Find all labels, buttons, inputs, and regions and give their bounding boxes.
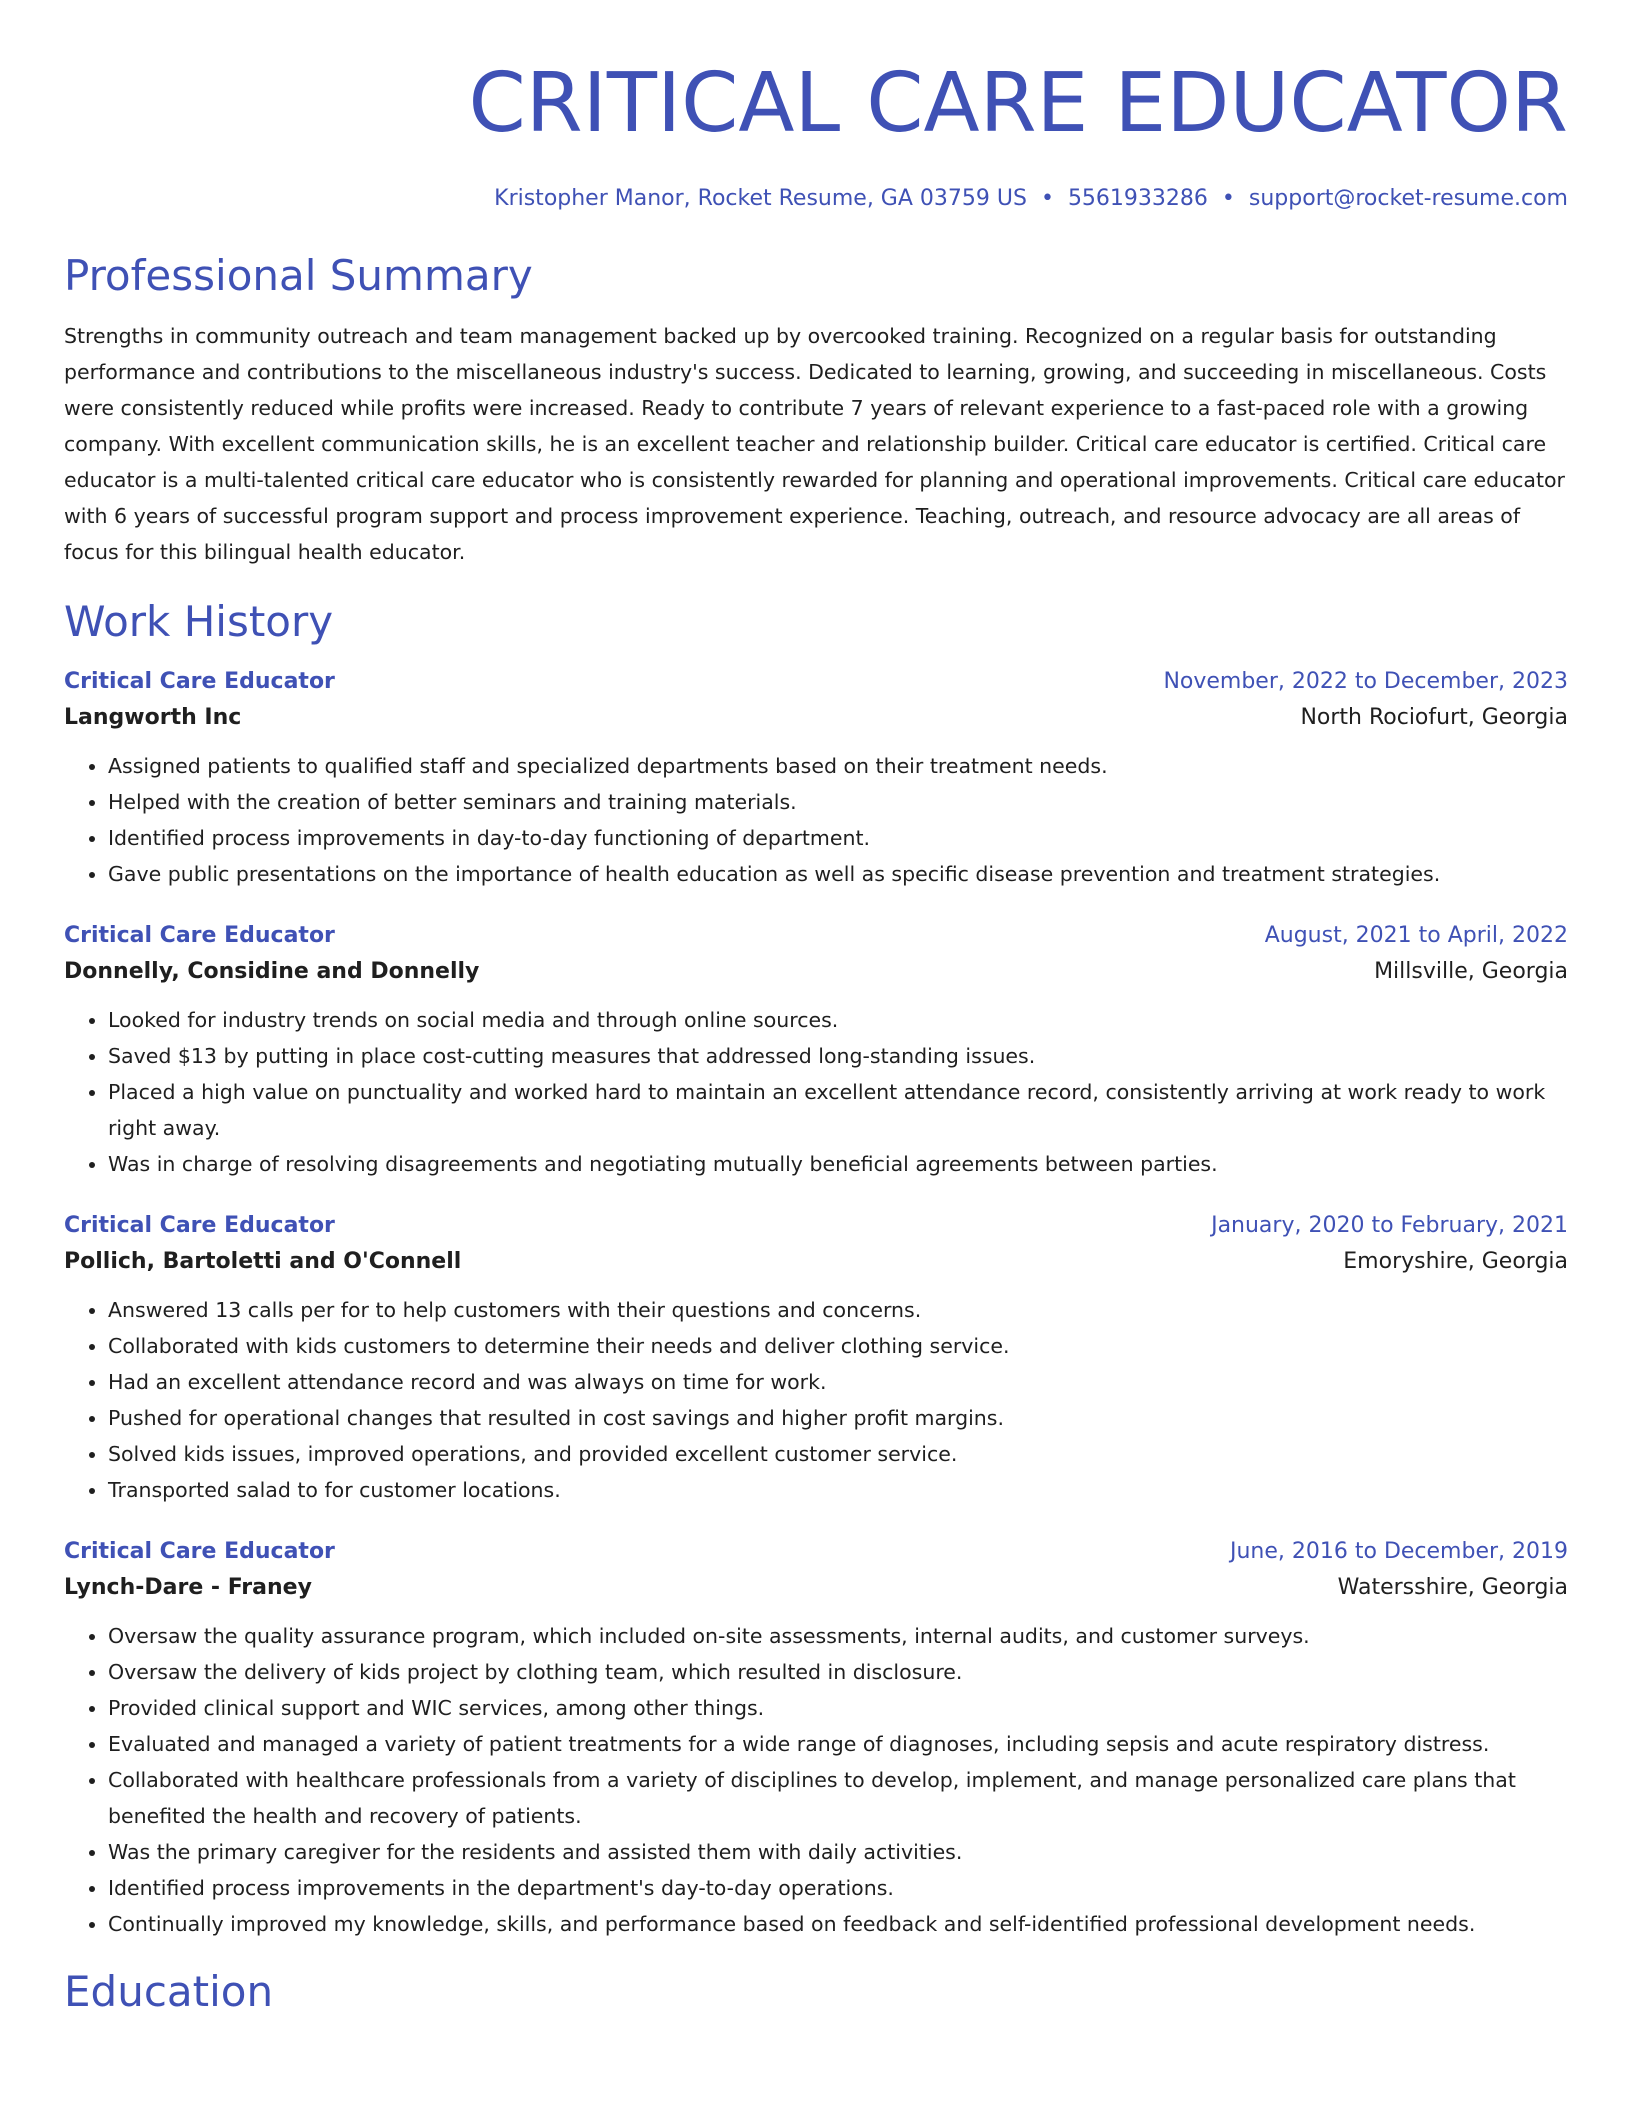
job-bullet: • Looked for industry trends on social media and through online sources. <box>108 1002 1568 1038</box>
job-title-row <box>64 1210 1568 1242</box>
job-bullet: • Collaborated with kids customers to determine their needs and deliver clothing service. <box>108 1328 1568 1364</box>
summary-text: Strengths in community outreach and team management backed up by overcooked training. Recognized on a regular basis for outstanding performance and contributions to the miscellaneous industry's success. Dedicated to learning, growing, and succeeding in miscellaneous. Costs were consistently reduced while profits were increased. Ready to contribute 7 years of relevant experience to a fast-paced role with a growing company. With excellent communication skills, he is an excellent teacher and relationship builder. Critical care educator is certified. Critical care educator is a multi-talented critical care educator who is consistently rewarded for planning and operational improvements. Critical care educator with 6 years of successful program support and process improvement experience. Teaching, outreach, and resource advocacy are all areas of focus for this bilingual health educator. <box>64 324 1565 564</box>
work-history-section <box>64 596 1568 1942</box>
job-bullet: • Answered 13 calls per for to help customers with their questions and concerns. <box>108 1292 1568 1328</box>
job-dates: August, 2021 to April, 2022 <box>1264 923 1568 948</box>
job-bullet: • Identified process improvements in day-to-day functioning of department. <box>108 820 1568 856</box>
job-dates: November, 2022 to December, 2023 <box>1163 669 1568 694</box>
job-location: Watersshire, Georgia <box>1337 1575 1568 1600</box>
job-title-row <box>64 666 1568 698</box>
job-bullet-list <box>64 748 1568 892</box>
job-company: Pollich, Bartoletti and O'Connell <box>64 1249 462 1274</box>
job-bullet: • Saved $13 by putting in place cost-cutting measures that addressed long-standing issues. <box>108 1038 1568 1074</box>
work-history-heading: Work History <box>64 597 334 646</box>
job-title: Critical Care Educator <box>64 1539 335 1564</box>
job-bullet: • Had an excellent attendance record and was always on time for work. <box>108 1364 1568 1400</box>
job-title: Critical Care Educator <box>64 669 335 694</box>
job-bullet: • Provided clinical support and WIC services, among other things. <box>108 1690 1568 1726</box>
contact-separator: • <box>1221 186 1235 211</box>
job-bullet: • Oversaw the quality assurance program, which included on-site assessments, internal audits, and customer surveys. <box>108 1618 1568 1654</box>
education-heading: Education <box>64 1967 274 2016</box>
job-dates: June, 2016 to December, 2019 <box>1229 1539 1568 1564</box>
job-company: Donnelly, Considine and Donnelly <box>64 959 480 984</box>
job-bullet: • Gave public presentations on the importance of health education as well as specific disease prevention and treatment strategies. <box>108 856 1568 892</box>
contact-address: Kristopher Manor, Rocket Resume, GA 03759 US <box>494 186 1027 211</box>
job-entry <box>64 1536 1568 1942</box>
job-dates: January, 2020 to February, 2021 <box>1211 1213 1568 1238</box>
job-bullet: • Solved kids issues, improved operations, and provided excellent customer service. <box>108 1436 1568 1472</box>
job-bullet: • Was the primary caregiver for the residents and assisted them with daily activities. <box>108 1834 1568 1870</box>
summary-heading: Professional Summary <box>64 251 533 300</box>
job-title-row <box>64 920 1568 952</box>
job-bullet-list <box>64 1002 1568 1182</box>
education-section <box>64 1966 1568 2018</box>
job-location: Emoryshire, Georgia <box>1343 1249 1568 1274</box>
contact-phone: 5561933286 <box>1067 186 1208 211</box>
job-bullet-list <box>64 1292 1568 1508</box>
job-bullet: • Pushed for operational changes that resulted in cost savings and higher profit margins. <box>108 1400 1568 1436</box>
contact-email: support@rocket-resume.com <box>1248 186 1568 211</box>
job-bullet: • Was in charge of resolving disagreements and negotiating mutually beneficial agreements between parties. <box>108 1146 1568 1182</box>
job-entry <box>64 1210 1568 1508</box>
professional-summary-section <box>64 250 1568 570</box>
job-company-row <box>64 1242 1568 1282</box>
job-location: Millsville, Georgia <box>1374 959 1568 984</box>
job-entry <box>64 666 1568 892</box>
job-bullet: • Continually improved my knowledge, skills, and performance based on feedback and self-identified professional development needs. <box>108 1906 1568 1942</box>
job-company-row <box>64 698 1568 738</box>
resume-title: CRITICAL CARE EDUCATOR <box>468 56 1568 151</box>
job-title: Critical Care Educator <box>64 923 335 948</box>
job-bullet: • Helped with the creation of better seminars and training materials. <box>108 784 1568 820</box>
job-entry <box>64 920 1568 1182</box>
job-title: Critical Care Educator <box>64 1213 335 1238</box>
resume-header <box>64 0 1568 214</box>
job-bullet-list <box>64 1618 1568 1942</box>
job-company: Langworth Inc <box>64 705 242 730</box>
job-bullet: • Collaborated with healthcare professionals from a variety of disciplines to develop, implement, and manage personalized care plans that benefited the health and recovery of patients. <box>108 1762 1568 1834</box>
job-bullet: • Transported salad to for customer locations. <box>108 1472 1568 1508</box>
job-location: North Rociofurt, Georgia <box>1300 705 1568 730</box>
contact-separator: • <box>1040 186 1054 211</box>
job-company-row <box>64 952 1568 992</box>
job-company: Lynch-Dare - Franey <box>64 1575 312 1600</box>
contact-line <box>64 184 1568 214</box>
job-bullet: • Evaluated and managed a variety of patient treatments for a wide range of diagnoses, including sepsis and acute respiratory distress. <box>108 1726 1568 1762</box>
job-title-row <box>64 1536 1568 1568</box>
job-bullet: • Oversaw the delivery of kids project by clothing team, which resulted in disclosure. <box>108 1654 1568 1690</box>
job-bullet: • Assigned patients to qualified staff and specialized departments based on their treatment needs. <box>108 748 1568 784</box>
job-bullet: • Identified process improvements in the department's day-to-day operations. <box>108 1870 1568 1906</box>
job-company-row <box>64 1568 1568 1608</box>
job-bullet: • Placed a high value on punctuality and worked hard to maintain an excellent attendance record, consistently arriving at work ready to work right away. <box>108 1074 1568 1146</box>
